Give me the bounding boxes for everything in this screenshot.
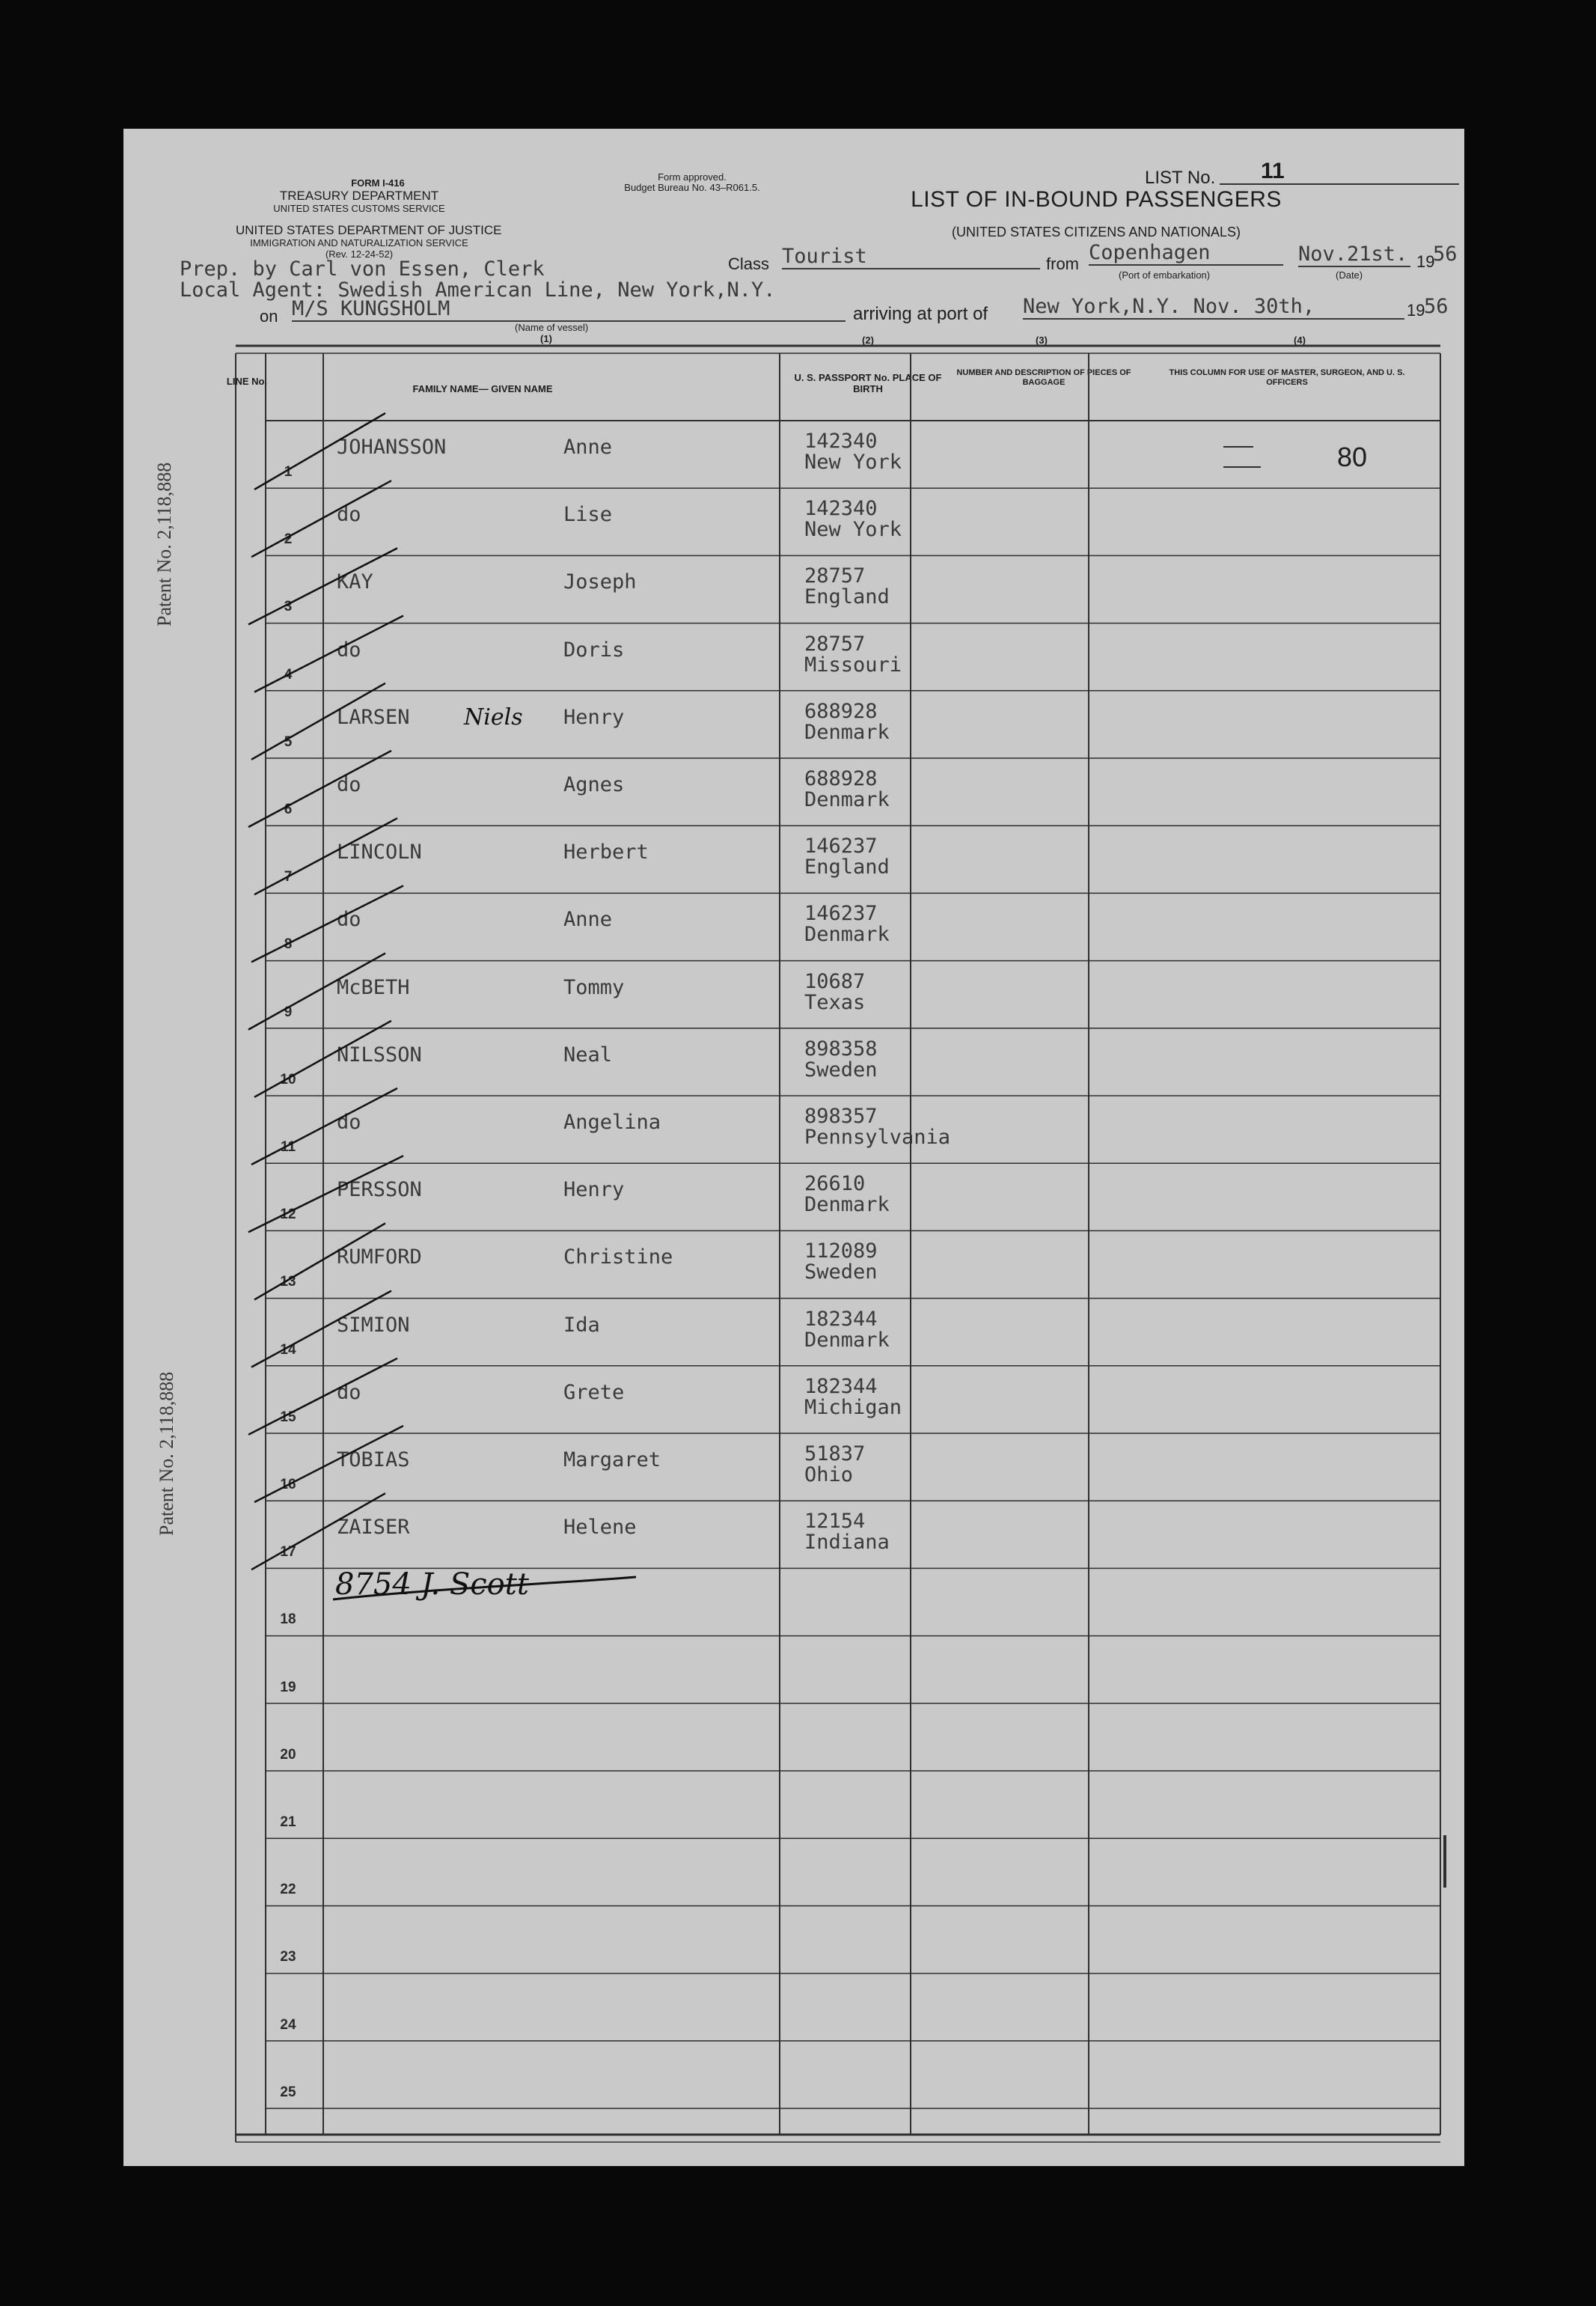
on-label: on: [260, 307, 278, 326]
col-num-3: (3): [1036, 335, 1048, 346]
family-name: ZAISER: [337, 1516, 410, 1540]
line-number: 25: [280, 2084, 296, 2100]
passport-number: 51837: [804, 1442, 866, 1465]
place-of-birth: Ohio: [804, 1463, 854, 1486]
check-mark: [251, 1493, 385, 1570]
place-of-birth: Denmark: [804, 923, 890, 947]
passport-number: 898357: [804, 1105, 878, 1128]
line-number: 5: [284, 733, 293, 750]
passport-number: 688928: [804, 767, 878, 790]
check-mark: [254, 413, 385, 489]
place-of-birth: Denmark: [804, 720, 890, 744]
check-mark: [251, 1088, 397, 1165]
col-num-2: (2): [862, 335, 874, 346]
form-subtitle: (UNITED STATES CITIZENS AND NATIONALS): [951, 225, 1241, 240]
place-of-birth: Denmark: [804, 1193, 890, 1217]
place-of-birth: Michigan: [804, 1395, 902, 1419]
officer-note: 80: [1337, 442, 1368, 472]
passport-number: 146237: [804, 835, 878, 858]
place-of-birth: Sweden: [804, 1260, 878, 1284]
check-mark: [251, 885, 403, 962]
port-caption: (Port of embarkation): [1119, 269, 1211, 281]
given-name: Grete: [563, 1380, 625, 1404]
from-value: Copenhagen: [1089, 241, 1283, 266]
given-name: Henry: [563, 1178, 625, 1202]
place-of-birth: England: [804, 585, 890, 609]
given-name: Agnes: [563, 773, 625, 796]
family-name: do: [337, 638, 361, 662]
date-caption: (Date): [1336, 269, 1363, 281]
class-label: Class: [728, 254, 770, 273]
given-name: Tommy: [563, 975, 625, 999]
line-number: 19: [280, 1679, 296, 1695]
family-name: do: [337, 908, 361, 932]
place-of-birth: Missouri: [804, 653, 902, 677]
given-name: Lise: [563, 503, 613, 527]
family-name: RUMFORD: [337, 1245, 422, 1269]
family-name: NILSSON: [337, 1043, 422, 1067]
passport-number: 182344: [804, 1374, 878, 1398]
line-number: 3: [284, 599, 293, 615]
treasury-dept: TREASURY DEPARTMENT: [279, 189, 439, 203]
passport-number: 10687: [804, 969, 866, 993]
passport-number: 142340: [804, 497, 878, 521]
place-of-birth: Sweden: [804, 1058, 878, 1082]
arrival-port: New York,N.Y. Nov. 30th,: [1023, 295, 1404, 320]
line-number: 2: [284, 531, 293, 548]
line-number: 10: [280, 1071, 296, 1088]
arrival-year-prefix: 19: [1407, 301, 1425, 320]
line-number: 22: [280, 1882, 296, 1898]
place-of-birth: Denmark: [804, 1328, 890, 1352]
ins-service: IMMIGRATION AND NATURALIZATION SERVICE: [250, 237, 468, 248]
col-num-1: (1): [540, 333, 552, 344]
place-of-birth: Indiana: [804, 1531, 890, 1555]
given-name: Joseph: [563, 570, 637, 594]
line-number: 24: [280, 2016, 296, 2033]
line-number: 1: [284, 464, 293, 480]
line-number: 15: [280, 1409, 296, 1425]
year-prefix: 19: [1416, 252, 1435, 271]
margin-patent-top: Patent No. 2,118,888: [153, 462, 175, 626]
col-num-4: (4): [1294, 335, 1306, 346]
place-of-birth: New York: [804, 451, 902, 474]
check-mark: [254, 616, 403, 692]
manifest-page: [123, 129, 1464, 2166]
passport-number: 28757: [804, 632, 866, 656]
class-value: Tourist: [782, 245, 1040, 269]
check-mark: [251, 683, 385, 760]
line-number: 9: [284, 1004, 293, 1020]
passport-number: 26610: [804, 1172, 866, 1196]
given-name: Herbert: [563, 841, 649, 864]
check-mark: [248, 1156, 403, 1232]
given-name: Christine: [563, 1245, 673, 1269]
arrival-year: 56: [1424, 295, 1449, 318]
family-name: SIMION: [337, 1313, 410, 1337]
line-number: 11: [280, 1139, 296, 1155]
prepared-by: Prep. by Carl von Essen, Clerk: [180, 257, 545, 281]
revision-date: (Rev. 12-24-52): [325, 248, 394, 260]
family-name: do: [337, 773, 361, 796]
vessel-caption: (Name of vessel): [515, 322, 589, 333]
line-number: 21: [280, 1814, 296, 1830]
place-of-birth: New York: [804, 518, 902, 542]
place-of-birth: Texas: [804, 990, 866, 1014]
line-number: 6: [284, 802, 293, 817]
check-mark: [254, 1223, 385, 1299]
check-mark: [251, 1291, 391, 1367]
place-of-birth: England: [804, 855, 890, 879]
check-mark: [254, 1426, 403, 1502]
margin-patent-bottom: Patent No. 2,118,888: [156, 1371, 177, 1536]
family-name: KAY: [337, 570, 373, 594]
line-number: 12: [280, 1207, 296, 1223]
form-number: FORM I-416: [351, 177, 405, 189]
list-no-value: 11: [1261, 159, 1285, 183]
given-name: Helene: [563, 1516, 637, 1540]
col-header-passport: U. S. PASSPORT No. PLACE OF BIRTH: [794, 372, 942, 394]
family-name: do: [337, 1111, 361, 1134]
given-name: Ida: [563, 1313, 600, 1337]
family-name: McBETH: [337, 975, 410, 999]
given-name: Anne: [563, 908, 613, 932]
place-of-birth: Denmark: [804, 788, 890, 811]
line-number: 13: [280, 1274, 296, 1290]
col-header-officers: THIS COLUMN FOR USE OF MASTER, SURGEON, AND U. S. OFFICERS: [1169, 368, 1405, 387]
passport-number: 28757: [804, 564, 866, 588]
customs-service: UNITED STATES CUSTOMS SERVICE: [273, 203, 445, 214]
line-number: 7: [284, 869, 293, 885]
vessel-name: M/S KUNGSHOLM: [292, 297, 846, 322]
passport-number: 688928: [804, 699, 878, 723]
date-value: Nov.21st.: [1298, 243, 1410, 267]
given-name: Neal: [563, 1043, 613, 1067]
line-number: 16: [280, 1477, 296, 1492]
check-mark: [251, 481, 391, 557]
table-grid: [123, 129, 1464, 2166]
signature: 8754 J. Scott: [335, 1567, 529, 1602]
budget-bureau: Budget Bureau No. 43–R061.5.: [624, 182, 760, 193]
form-title: LIST OF IN-BOUND PASSENGERS: [911, 187, 1282, 212]
passport-number: 898358: [804, 1037, 878, 1061]
check-mark: [248, 954, 385, 1030]
line-number: 18: [280, 1611, 296, 1628]
family-name: TOBIAS: [337, 1448, 410, 1471]
given-name: Henry: [563, 705, 625, 729]
given-name: Anne: [563, 436, 613, 459]
line-number: 17: [280, 1544, 296, 1561]
from-label: from: [1046, 254, 1079, 273]
passport-number: 146237: [804, 902, 878, 926]
line-number: 20: [280, 1746, 296, 1763]
list-no-label: LIST No.: [1145, 168, 1216, 188]
given-name: Angelina: [563, 1111, 661, 1134]
line-number: 4: [284, 666, 293, 683]
handwritten-name-note: Niels: [464, 704, 523, 730]
family-name: do: [337, 1380, 361, 1404]
given-name: Doris: [563, 638, 625, 662]
line-number: 23: [280, 1949, 296, 1965]
local-agent: Local Agent: Swedish American Line, New York,N.Y.: [180, 278, 776, 302]
check-mark: [254, 818, 397, 894]
arriving-label: arriving at port of: [853, 304, 988, 324]
family-name: do: [337, 503, 361, 527]
family-name: JOHANSSON: [337, 436, 447, 459]
form-approved: Form approved.: [658, 171, 727, 183]
passport-number: 142340: [804, 430, 878, 453]
col-header-baggage: NUMBER AND DESCRIPTION OF PIECES OF BAGGAGE: [956, 368, 1131, 387]
passport-number: 112089: [804, 1239, 878, 1263]
given-name: Margaret: [563, 1448, 661, 1471]
col-header-line: LINE No.: [226, 376, 268, 387]
passport-number: 12154: [804, 1510, 866, 1534]
col-header-name: FAMILY NAME— GIVEN NAME: [412, 383, 553, 394]
family-name: LINCOLN: [337, 841, 422, 864]
check-mark: [248, 751, 391, 827]
line-number: 8: [284, 936, 293, 953]
line-number: 14: [280, 1341, 296, 1358]
family-name: LARSEN: [337, 705, 410, 729]
place-of-birth: Pennsylvania: [804, 1126, 951, 1149]
year-value: 56: [1433, 243, 1458, 266]
justice-dept: UNITED STATES DEPARTMENT OF JUSTICE: [236, 223, 502, 237]
family-name: PERSSON: [337, 1178, 422, 1202]
passport-number: 182344: [804, 1307, 878, 1331]
